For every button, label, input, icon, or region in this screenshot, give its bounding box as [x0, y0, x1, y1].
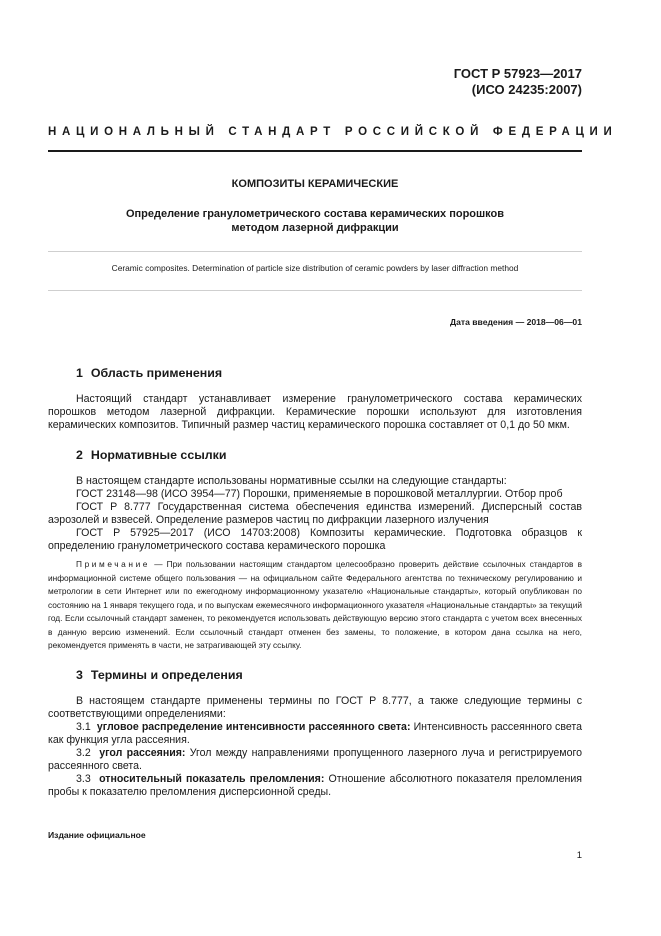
- reference-item: ГОСТ 23148—98 (ИСО 3954—77) Порошки, применяемые в порошковой металлургии. Отбор проб: [76, 488, 563, 500]
- term-definition: Угол между направлениями пропущенного лазерного луча и регистрируемого рассеянного света.: [48, 747, 583, 772]
- note-paragraph: [48, 558, 582, 653]
- standard-number: ГОСТ Р 57923—2017: [453, 66, 582, 81]
- term-number: 3.1: [76, 721, 91, 733]
- section-2-heading: [76, 448, 226, 462]
- section-1-paragraph: Настоящий стандарт устанавливает измерение гранулометрического состава керамических порошков методом лазерной дифракции. Керамические порошки используют для изготовления керамических композитов. Типичный размер частиц керамического порошка составляет от 0,1 до 50 мкм.: [48, 393, 582, 431]
- term-number: 3.3: [76, 773, 91, 785]
- section-3-body: [48, 695, 582, 799]
- section-number: 2: [76, 448, 83, 462]
- references-intro: В настоящем стандарте использованы нормативные ссылки на следующие стандарты:: [76, 475, 507, 487]
- section-1-body: [48, 393, 582, 432]
- term-name: относительный показатель преломления:: [99, 773, 325, 785]
- subtitle-line-2: методом лазерной дифракции: [231, 222, 399, 234]
- title-divider-top: [48, 251, 582, 252]
- term-item: [48, 747, 582, 773]
- document-title: КОМПОЗИТЫ КЕРАМИЧЕСКИЕ: [231, 178, 399, 190]
- subtitle-line-1: Определение гранулометрического состава керамических порошков: [125, 208, 505, 220]
- header-divider: [48, 150, 582, 152]
- section-number: 1: [76, 366, 83, 380]
- section-2-body: [48, 475, 582, 553]
- section-number: 3: [76, 668, 83, 682]
- document-subtitle: [48, 207, 582, 235]
- term-name: угол рассеяния:: [99, 747, 186, 759]
- section-1-heading: [76, 366, 222, 380]
- terms-intro: В настоящем стандарте применены термины по ГОСТ Р 8.777, а также следующие термины с соответствующими определениями:: [48, 695, 582, 720]
- page-number: 1: [576, 850, 582, 861]
- title-divider-bottom: [48, 290, 582, 291]
- section-title: Область применения: [90, 366, 223, 380]
- note-text: — При пользовании настоящим стандартом целесообразно проверить действие ссылочных стандартов в информационной системе общего пользования — на официальном сайте Федерального агентства по техническому регулированию и метрологии в сети Интернет или по ежегодному информационному указателю «Национальные стандарты», который опубликован по состоянию на 1 января текущего года, и по выпускам ежемесячного информационного указателя «Национальные стандарты» за текущий год. Если ссылочный стандарт заменен, то рекомендуется использовать действующую версию этого стандарта с учетом всех внесенных в данную версию изменений. Если ссылочный стандарт отменен без замены, то положение, в котором дана ссылка на него, рекомендуется применять в части, не затрагивающей эту ссылку.: [48, 559, 582, 650]
- term-definition: Интенсивность рассеянного света как функция угла рассеяния.: [48, 721, 583, 746]
- reference-item: ГОСТ Р 8.777 Государственная система обеспечения единства измерений. Дисперсный состав аэрозолей и взвесей. Определение размеров частиц по дифракции лазерного излучения: [48, 501, 582, 526]
- term-number: 3.2: [76, 747, 91, 759]
- section-3-heading: [76, 668, 243, 682]
- introduction-date: Дата введения — 2018—06—01: [449, 317, 582, 327]
- national-standard-heading: НАЦИОНАЛЬНЫЙ СТАНДАРТ РОССИЙСКОЙ ФЕДЕРАЦИИ: [48, 126, 618, 138]
- section-title: Термины и определения: [90, 668, 243, 682]
- term-name: угловое распределение интенсивности рассеянного света:: [96, 721, 411, 733]
- note-label: Примечание: [76, 559, 151, 569]
- term-item: [48, 773, 582, 799]
- note-block: [48, 558, 582, 653]
- reference-item: ГОСТ Р 57925—2017 (ИСО 14703:2008) Композиты керамические. Подготовка образцов к определению гранулометрического состава керамического порошка: [48, 527, 582, 552]
- section-title: Нормативные ссылки: [90, 448, 227, 462]
- iso-number: (ИСО 24235:2007): [471, 82, 582, 97]
- term-item: [48, 721, 582, 747]
- term-definition: Отношение абсолютного показателя преломления пробы к показателю преломления дисперсионной среды.: [48, 773, 582, 798]
- english-title: Ceramic composites. Determination of particle size distribution of ceramic powders by laser diffraction method: [111, 263, 519, 273]
- official-edition-label: Издание официальное: [48, 830, 146, 840]
